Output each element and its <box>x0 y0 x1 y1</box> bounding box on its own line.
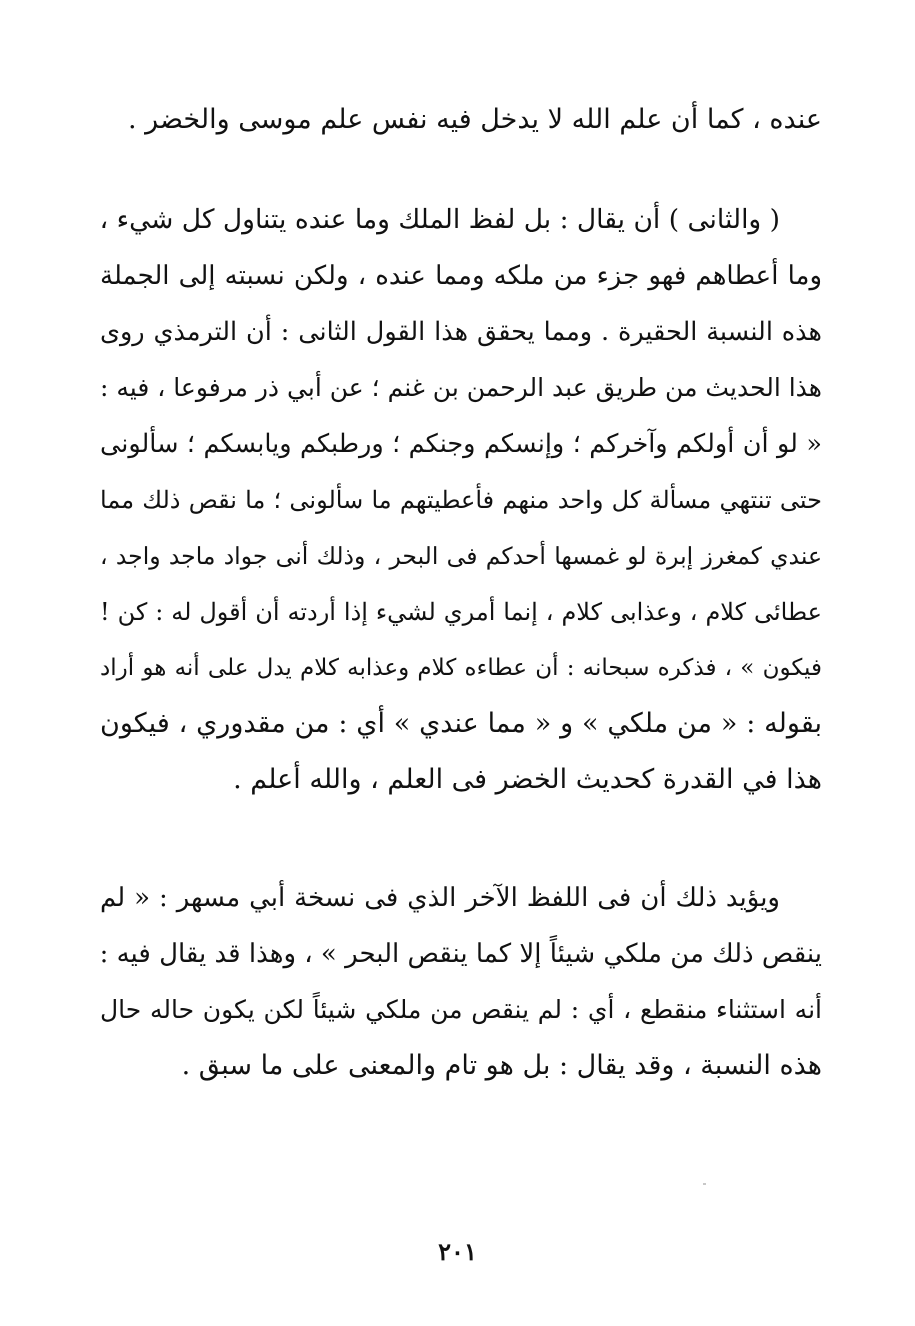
text-line: ينقص ذلك من ملكي شيئاً إلا كما ينقص البحر » ، وهذا قد يقال فيه : <box>100 939 822 969</box>
text-line: هذه النسبة الحقيرة . ومما يحقق هذا القول الثانى : أن الترمذي روى <box>100 317 822 347</box>
text-line: عنده ، كما أن علم الله لا يدخل فيه نفس علم موسى والخضر . <box>127 104 822 135</box>
text-line: هذا الحديث من طريق عبد الرحمن بن غنم ؛ عن أبي ذر مرفوعا ، فيه : <box>100 373 822 402</box>
paragraph-2 <box>100 192 822 808</box>
text-line: أنه استثناء منقطع ، أي : لم ينقص من ملكي شيئاً لكن يكون حاله حال <box>100 995 822 1024</box>
text-line: « لو أن أولكم وآخركم ؛ وإنسكم وجنكم ؛ ورطبكم ويابسكم ؛ سألونى <box>100 429 822 459</box>
text-line: عطائى كلام ، وعذابى كلام ، إنما أمري لشيء إذا أردته أن أقول له : كن ! <box>100 598 822 626</box>
text-line: ( والثانى ) أن يقال : بل لفظ الملك وما عنده يتناول كل شيء ، <box>100 204 780 235</box>
text-line: بقوله : « من ملكي » و « مما عندي » أي : من مقدوري ، فيكون <box>100 708 822 739</box>
paragraph-1 <box>100 92 822 148</box>
text-line: حتى تنتهي مسألة كل واحد منهم فأعطيتهم ما سألونى ؛ ما نقص ذلك مما <box>100 486 822 514</box>
text-line: فيكون » ، فذكره سبحانه : أن عطاءه كلام وعذابه كلام يدل على أنه هو أراد <box>100 655 822 681</box>
text-line: وما أعطاهم فهو جزء من ملكه ومما عنده ، ولكن نسبته إلى الجملة <box>100 261 822 291</box>
page-number: ٢٠١ <box>438 1237 477 1266</box>
text-line: ويؤيد ذلك أن فى اللفظ الآخر الذي فى نسخة أبي مسهر : « لم <box>100 883 780 913</box>
paragraph-3 <box>100 870 822 1094</box>
page-speck <box>703 1183 706 1185</box>
text-line: هذا في القدرة كحديث الخضر فى العلم ، والله أعلم . <box>233 764 822 795</box>
text-line: عندي كمغرز إبرة لو غمسها أحدكم فى البحر ، وذلك أنى جواد ماجد واجد ، <box>100 542 822 570</box>
text-line: هذه النسبة ، وقد يقال : بل هو تام والمعنى على ما سبق . <box>181 1050 822 1081</box>
